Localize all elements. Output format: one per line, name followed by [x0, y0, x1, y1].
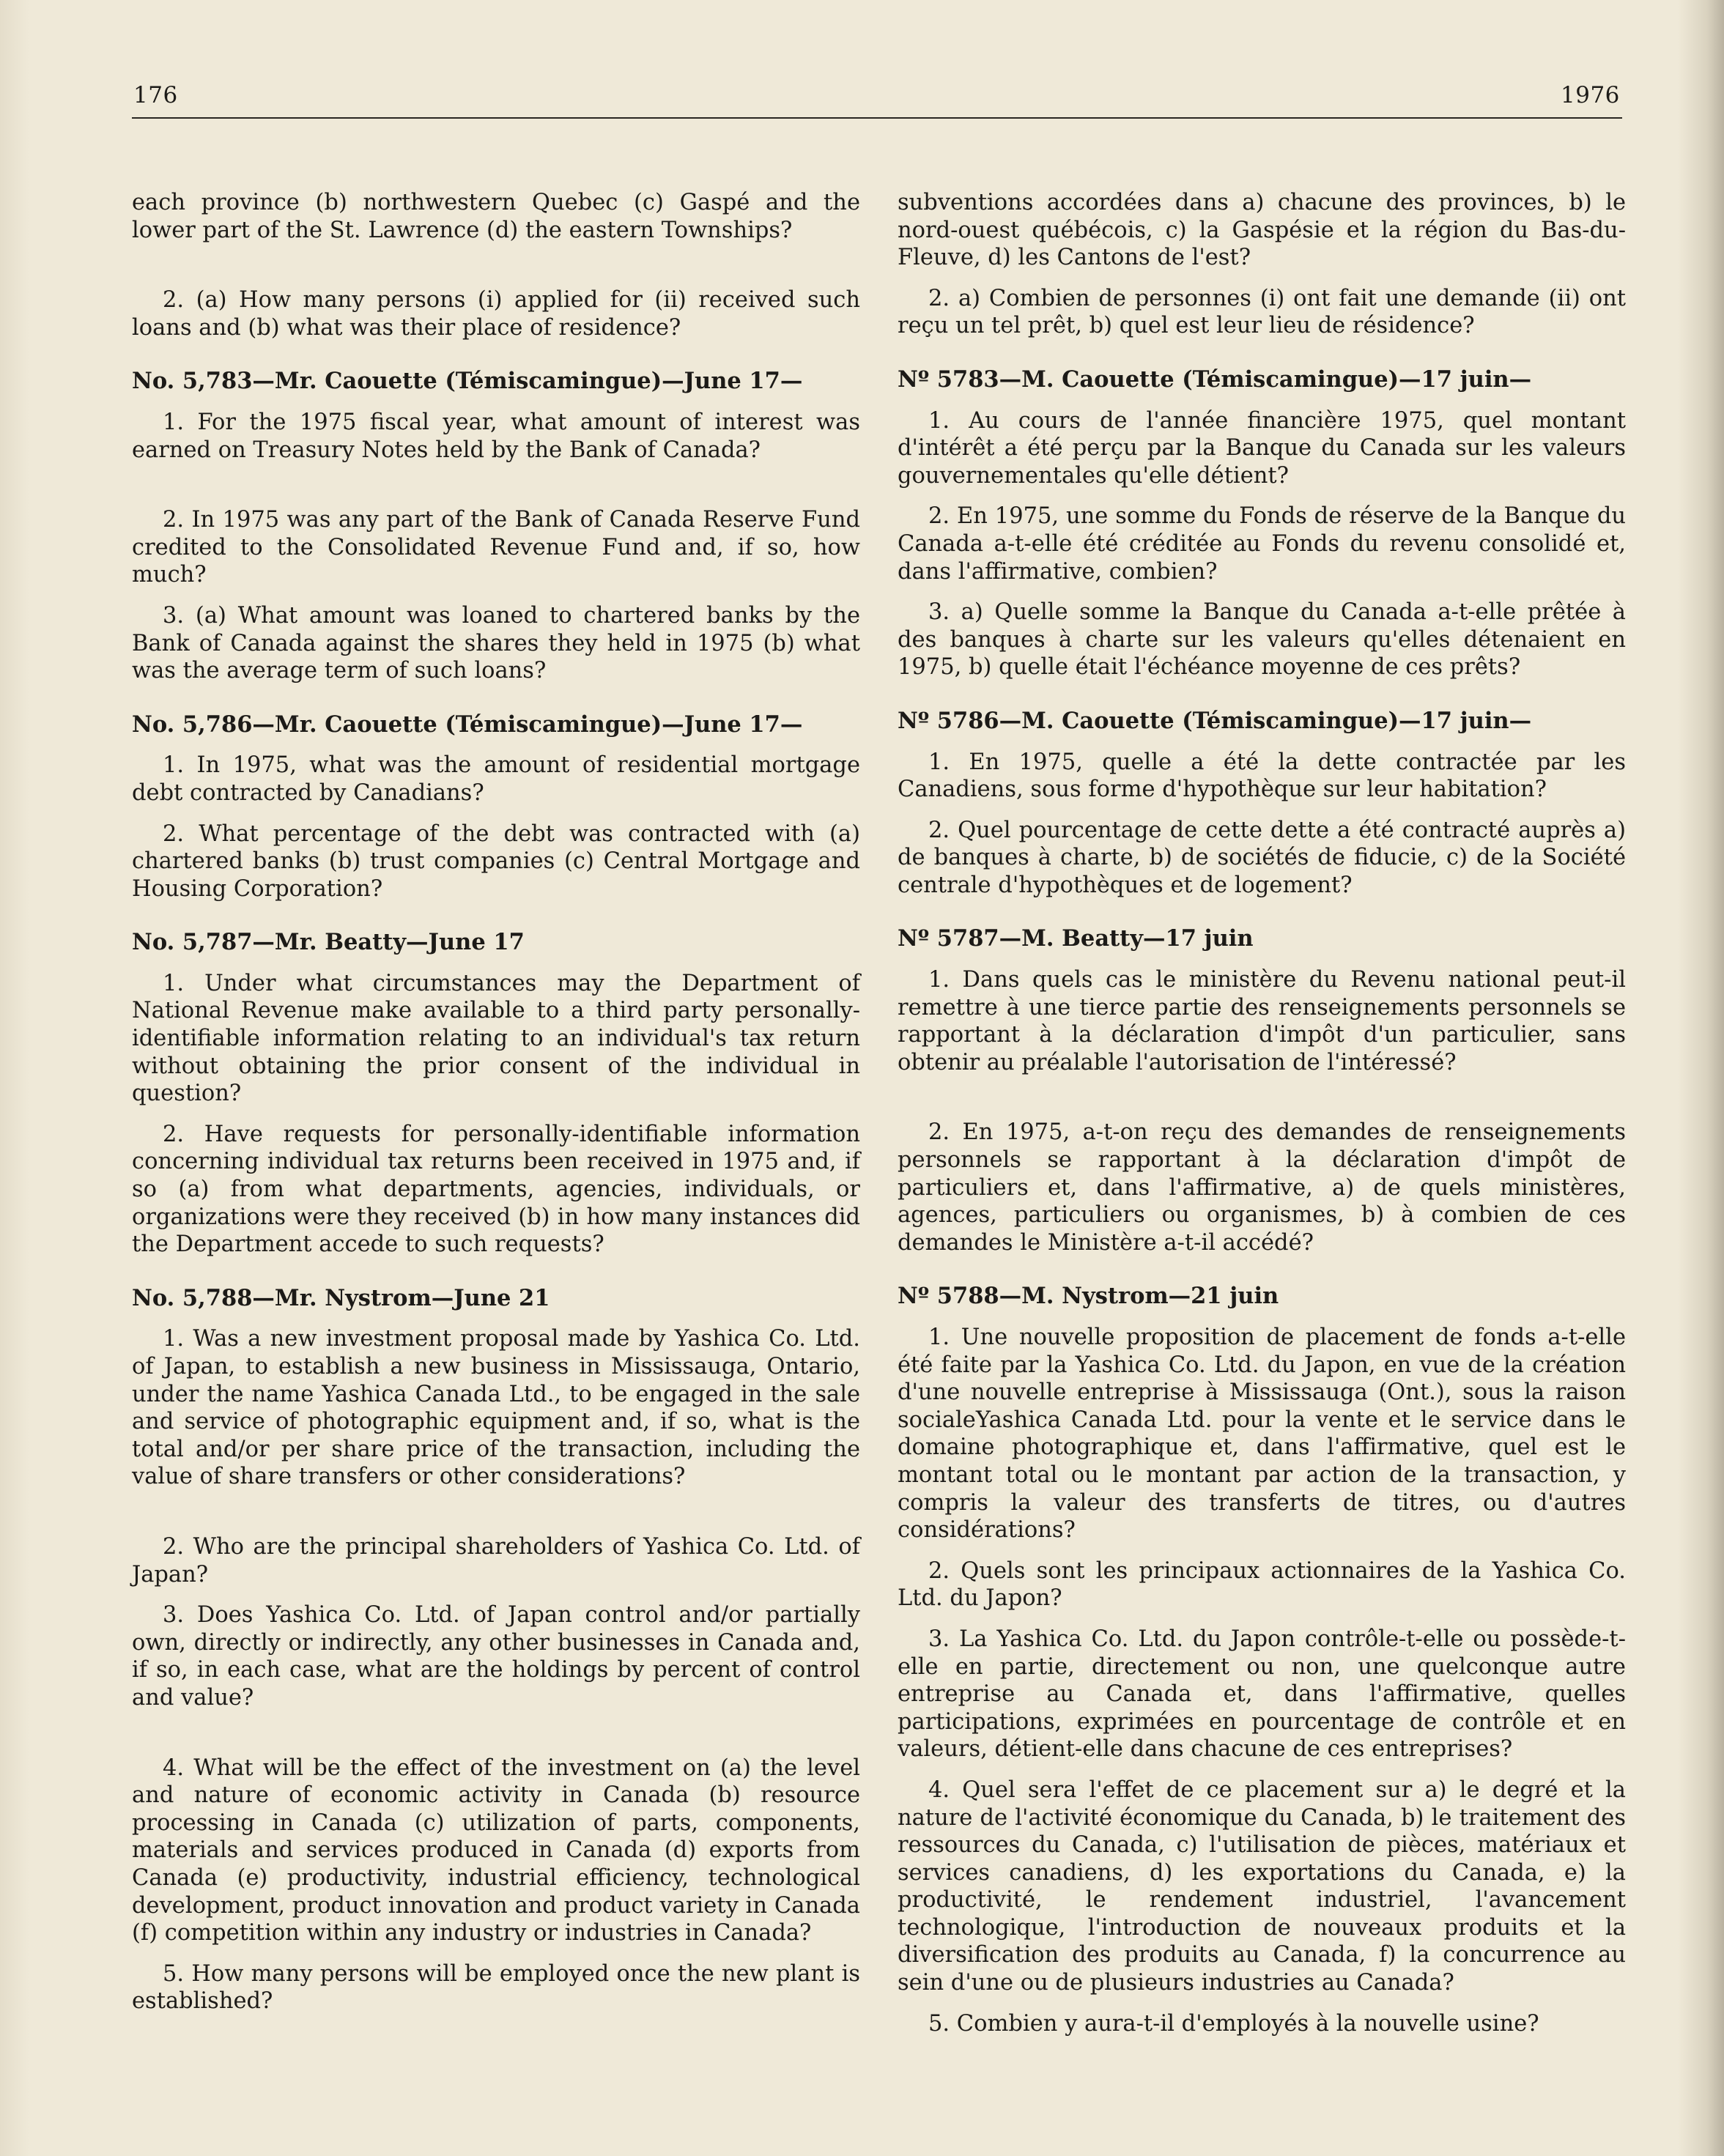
paragraph-continued: subventions accordées dans a) chacune des provinces, b) le nord-ouest québécois, c) la Gaspésie et la région du Bas-du-Fleuve, d) les Cantons de l'est?	[898, 190, 1626, 271]
paragraph: 2. Who are the principal shareholders of Yashica Co. Ltd. of Japan?	[132, 1533, 860, 1588]
question-heading-5788: Nº 5788—M. Nystrom—21 juin	[898, 1283, 1279, 1310]
paragraph: 3. (a) What amount was loaned to chartered banks by the Bank of Canada against the shares they held in 1975 (b) what was the average term of such loans?	[132, 602, 860, 684]
question-heading-5786: No. 5,786—Mr. Caouette (Témiscamingue)—June 17—	[132, 711, 803, 738]
paragraph: 3. La Yashica Co. Ltd. du Japon contrôle-t-elle ou possède-t-elle en partie, directement ou non, une quelconque autre entreprise au Canada et, dans l'affirmative, quelles participations, exprimées en pourcentage de contrôle et en valeurs, détient-elle dans chacune de ces entreprises?	[898, 1626, 1626, 1763]
paragraph: 1. En 1975, quelle a été la dette contractée par les Canadiens, sous forme d'hypothèque sur leur habitation?	[898, 749, 1626, 803]
question-heading-5787: Nº 5787—M. Beatty—17 juin	[898, 925, 1254, 952]
paragraph: 4. Quel sera l'effet de ce placement sur a) le degré et la nature de l'activité économique du Canada, b) le traitement des ressources du Canada, c) l'utilisation de pièces, matériaux et services canadiens, d) les exportations du Canada, e) la productivité, le rendement industriel, l'avancement technologique, l'introduction de nouveaux produits et la diversification des produits au Canada, f) la concurrence au sein d'une ou de plusieurs industries au Canada?	[898, 1777, 1626, 1996]
english-column	[132, 189, 860, 2015]
paragraph: 1. Dans quels cas le ministère du Revenu national peut-il remettre à une tierce partie des renseignements personnels se rapportant à la déclaration d'impôt d'un particulier, sans obtenir au préalable l'autorisation de l'intéressé?	[898, 967, 1626, 1075]
paragraph: 2. Have requests for personally-identifiable information concerning individual tax returns been received in 1975 and, if so (a) from what departments, agencies, individuals, or organizations were they received (b) in how many instances did the Department accede to such requests?	[132, 1121, 860, 1258]
paragraph-continued: each province (b) northwestern Quebec (c) Gaspé and the lower part of the St. Lawrence (d) the eastern Townships?	[132, 190, 860, 243]
header-rule	[132, 117, 1622, 119]
paragraph: 1. Une nouvelle proposition de placement de fonds a-t-elle été faite par la Yashica Co. Ltd. du Japon, en vue de la création d'une nouvelle entreprise à Mississauga (Ont.), sous la raison socialeYashica Canada Ltd. pour la vente et le service dans le domaine photographique et, dans l'affirmative, quel est le montant total ou le montant par action de la transaction, y compris la valeur des transferts de titres, ou d'autres considérations?	[898, 1325, 1626, 1544]
page-number: 176	[133, 82, 178, 108]
paragraph: 1. Was a new investment proposal made by Yashica Co. Ltd. of Japan, to establish a new business in Mississauga, Ontario, under the name Yashica Canada Ltd., to be engaged in the sale and service of photographic equipment and, if so, what is the total and/or per share price of the transaction, including the value of share transfers or other considerations?	[132, 1326, 860, 1490]
page-year: 1976	[1561, 82, 1620, 108]
paragraph: 4. What will be the effect of the investment on (a) the level and nature of economic activity in Canada (b) resource processing in Canada (c) utilization of parts, components, materials and services produced in Canada (d) exports from Canada (e) productivity, industrial efficiency, technological development, product innovation and product variety in Canada (f) competition within any industry or industries in Canada?	[132, 1755, 860, 1946]
question-heading-5783: No. 5,783—Mr. Caouette (Témiscamingue)—June 17—	[132, 368, 803, 395]
paragraph: 3. a) Quelle somme la Banque du Canada a-t-elle prêtée à des banques à charte sur les valeurs qu'elles détenaient en 1975, b) quelle était l'échéance moyenne de ces prêts?	[898, 599, 1626, 681]
paragraph: 5. Combien y aura-t-il d'employés à la nouvelle usine?	[928, 2010, 1539, 2037]
paragraph: 2. Quels sont les principaux actionnaires de la Yashica Co. Ltd. du Japon?	[898, 1557, 1626, 1612]
paragraph: 2. (a) How many persons (i) applied for (ii) received such loans and (b) what was their place of residence?	[132, 287, 860, 341]
paragraph: 1. Au cours de l'année financière 1975, quel montant d'intérêt a été perçu par la Banque du Canada sur les valeurs gouvernementales qu'elle détient?	[898, 407, 1626, 489]
question-heading-5787: No. 5,787—Mr. Beatty—June 17	[132, 929, 525, 956]
question-heading-5786: Nº 5786—M. Caouette (Témiscamingue)—17 juin—	[898, 707, 1532, 734]
paragraph: 5. How many persons will be employed once the new plant is established?	[132, 1960, 860, 2015]
question-heading-5788: No. 5,788—Mr. Nystrom—June 21	[132, 1284, 550, 1311]
paragraph: 1. For the 1975 fiscal year, what amount of interest was earned on Treasury Notes held by the Bank of Canada?	[132, 409, 860, 463]
paragraph: 2. What percentage of the debt was contracted with (a) chartered banks (b) trust companies (c) Central Mortgage and Housing Corporation?	[132, 820, 860, 902]
paragraph: 2. En 1975, une somme du Fonds de réserve de la Banque du Canada a-t-elle été créditée au Fonds du revenu consolidé et, dans l'affirmative, combien?	[898, 503, 1626, 585]
french-column	[898, 189, 1626, 2037]
paragraph: 2. In 1975 was any part of the Bank of Canada Reserve Fund credited to the Consolidated Revenue Fund and, if so, how much?	[132, 507, 860, 588]
paragraph: 1. In 1975, what was the amount of residential mortgage debt contracted by Canadians?	[132, 752, 860, 806]
paragraph: 2. a) Combien de personnes (i) ont fait une demande (ii) ont reçu un tel prêt, b) quel est leur lieu de résidence?	[898, 285, 1626, 339]
paragraph: 1. Under what circumstances may the Department of National Revenue make available to a third party personally-identifiable information relating to an individual's tax return without obtaining the prior consent of the individual in question?	[132, 970, 860, 1107]
paragraph: 2. En 1975, a-t-on reçu des demandes de renseignements personnels se rapportant à la déclaration d'impôt de particuliers et, dans l'affirmative, a) de quels ministères, agences, particuliers ou organismes, b) à combien de ces demandes le Ministère a-t-il accédé?	[898, 1119, 1626, 1256]
paragraph: 2. Quel pourcentage de cette dette a été contracté auprès a) de banques à charte, b) de sociétés de fiducie, c) de la Société centrale d'hypothèques et de logement?	[898, 817, 1626, 898]
question-heading-5783: Nº 5783—M. Caouette (Témiscamingue)—17 juin—	[898, 366, 1532, 393]
paragraph: 3. Does Yashica Co. Ltd. of Japan control and/or partially own, directly or indirectly, any other businesses in Canada and, if so, in each case, what are the holdings by percent of control and value?	[132, 1602, 860, 1711]
